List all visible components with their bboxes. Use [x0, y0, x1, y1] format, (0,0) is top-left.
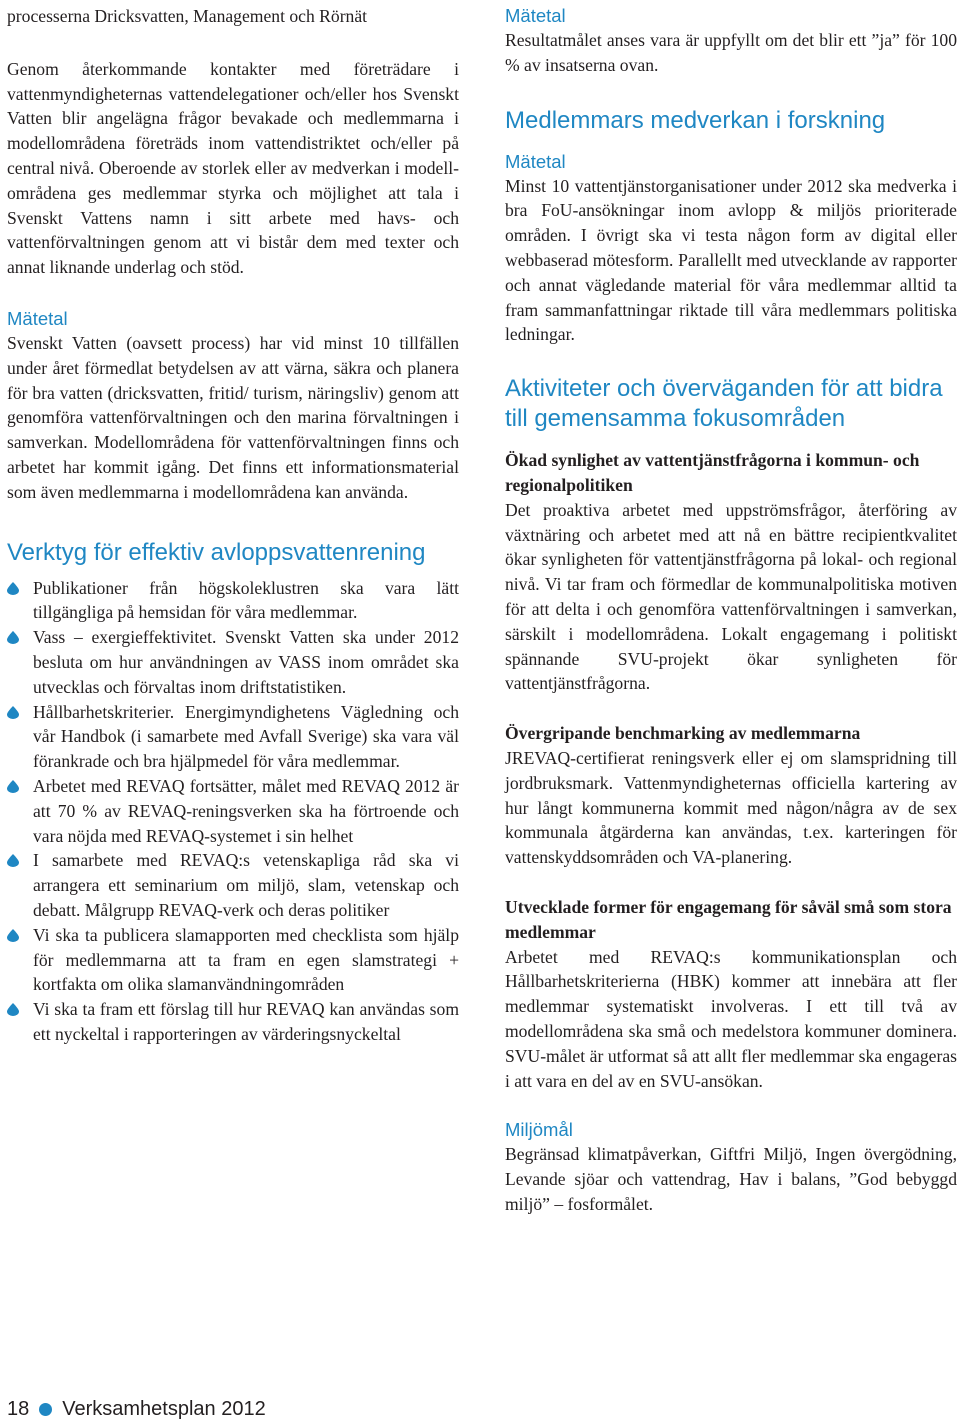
- drop-bullet-icon: [7, 929, 19, 942]
- list-item: [7, 848, 459, 922]
- miljomal-heading: Miljömål: [505, 1119, 573, 1141]
- list-item: [7, 700, 459, 774]
- bullet-text: Arbetet med REVAQ fortsätter, målet med REVAQ 2012 är att 70 % av REVAQ-reningsverken ska ha förtroende och vara nöjda med REVAQ-systemet i sin helhet: [33, 775, 459, 846]
- drop-bullet-icon: [7, 582, 19, 595]
- drop-bullet-icon: [7, 1003, 19, 1016]
- bullet-text: Hållbarhetskriterier. Energimyndighetens Vägledning och vår Handbok (i samarbete med Avfall Sverige) ska vara väl förankrade och bra hjälpmedel för våra medlemmar.: [33, 701, 459, 772]
- bullet-text: I samarbete med REVAQ:s vetenskapliga råd ska vi arrangera ett seminarium om miljö, slam, vetenskap och debatt. Målgrupp REVAQ-verk och deras politiker: [33, 850, 459, 920]
- paragraph-synlighet: Det proaktiva arbetet med uppströmsfrågor, återföring av växtnäring och arbetet med att nå en bättre recipientkvalitet ökar synligheten för vattentjänstfrågorna på lokal- och regional nivå. Vi tar fram och förmedlar de kommunalpolitiska motiven för att delta i och genomföra vattenförvaltningen i samverkan, särskilt i modellområdena. Lokalt engagemang i politiskt spännande SVU-projekt ökar synligheten för vattentjänstfrågorna.: [505, 499, 957, 694]
- right-column: [505, 0, 957, 1217]
- section-title-aktiviteter: Aktiviteter och överväganden för att bidra till gemensamma fokusområden: [505, 375, 943, 433]
- matetal-heading: Mätetal: [505, 150, 566, 172]
- list-item: [7, 625, 459, 699]
- paragraph-representation: Genom återkommande kontakter med företrädare i vattenmyndigheternas vattendelegationer och/eller hos Svenskt Vatten blir angelägna frågor bevakade och medlemmarna i modellområdena företräds inom vattendistriktet och/eller på central nivå. Oberoende av storlek eller av medverkan i modell-områdena ges medlemmar styrka och möjlighet att tala i Svenskt Vattens namn i sitt arbete med havs- och vattenförvaltningen genom att vi bistår dem med texter och annat liknande underlag och stöd.: [7, 58, 459, 278]
- bullet-list: [7, 576, 459, 1047]
- drop-bullet-icon: [7, 706, 19, 719]
- page-footer: [7, 1396, 266, 1422]
- matetal-heading: Mätetal: [505, 5, 566, 26]
- paragraph-forskning: Minst 10 vattentjänstorganisationer under 2012 ska medverka i bra FoU-ansökningar inom avlopp & miljös prioriterade områden. I övrigt ska vi testa någon form av digital eller webbaserad mötesform. Parallellt med utvecklande av rapporter och annat vägledande material för våra medlemmar alltid ta fram sammanfattningar riktade till våra medlemmars politiska ledningar.: [505, 175, 957, 345]
- bullet-text: Publikationer från högskoleklustren ska vara lätt tillgängliga på hemsidan för våra medlemmar.: [33, 577, 459, 623]
- paragraph-benchmarking: JREVAQ-certifierat reningsverk eller ej om slamspridning till jordbruksmark. Vattenmyndigheternas officiella kartering av hur långt kommunerna kommit med någon/några av de sex kommunala åtgärderna kan användas, t.ex. karteringen för vattenskyddsområden och VA-planering.: [505, 747, 957, 868]
- paragraph-engagemang: Arbetet med REVAQ:s kommunikationsplan och Hållbarhetskriterierna (HBK) kommer att innebära att fler medlemmar systematiskt involveras. I ett till två av modellområdena ska små och medelstora kommuner dominera. SVU-målet är utformat så att allt fler medlemmar ska engageras i att vara en del av en SVU-ansökan.: [505, 946, 957, 1091]
- page-number: 18: [7, 1398, 30, 1420]
- list-item: [7, 774, 459, 848]
- section-title-forskning: Medlemmars medverkan i forskning: [505, 106, 886, 134]
- intro-line: processerna Dricksvatten, Management och Rörnät: [7, 6, 368, 26]
- list-item: [7, 923, 459, 997]
- drop-bullet-icon: [7, 854, 19, 867]
- paragraph-matetal: Svenskt Vatten (oavsett process) har vid minst 10 tillfällen under året förmedlat betydelsen av att värna, säkra och planera för bra vatten (dricksvatten, fritid/ turism, näringsliv) genom att genomföra vattenförvaltningen och den marina förvaltningen i samverkan. Modellområdena för vattenförvaltningen finns och arbetet har kommit igång. Det finns ett informationsmaterial som även medlemmarna i modellområdena kan använda.: [7, 332, 459, 502]
- list-item: [7, 997, 459, 1047]
- matetal-heading: Mätetal: [7, 307, 68, 329]
- section-title-verktyg: Verktyg för effektiv avloppsvattenrening: [7, 538, 426, 566]
- paragraph-resultatmal: Resultatmålet anses vara är uppfyllt om det blir ett ”ja” för 100 % av insatserna ovan.: [505, 30, 957, 75]
- drop-bullet-icon: [7, 780, 19, 793]
- subheading-engagemang: Utvecklade former för engagemang för såväl små som stora medlemmar: [505, 896, 952, 942]
- bullet-text: Vi ska ta publicera slamapporten med checklista som hjälp för medlemmarna att ta fram en egen slamstrategi + kortfakta om olika slamanvändningområden: [33, 924, 459, 995]
- left-column: [7, 0, 459, 1047]
- bullet-text: Vass – exergieffektivitet. Svenskt Vatten ska under 2012 besluta om hur användningen av VASS inom området ska utvecklas och förvaltas inom driftstatistiken.: [33, 627, 459, 697]
- dot-icon: [39, 1403, 52, 1416]
- list-item: [7, 576, 459, 626]
- paragraph-miljomal: Begränsad klimatpåverkan, Giftfri Miljö, Ingen övergödning, Levande sjöar och vattendrag, Hav i balans, ”God bebyggd miljö” – fosformålet.: [505, 1144, 957, 1214]
- bullet-text: Vi ska ta fram ett förslag till hur REVAQ kan användas som ett nyckeltal i rapporteringen av värderingsnyckeltal: [33, 999, 459, 1044]
- drop-bullet-icon: [7, 631, 19, 644]
- document-title: Verksamhetsplan 2012: [62, 1398, 266, 1420]
- subheading-synlighet: Ökad synlighet av vattentjänstfrågorna i kommun- och regionalpolitiken: [505, 450, 920, 495]
- subheading-benchmarking: Övergripande benchmarking av medlemmarna: [505, 723, 861, 744]
